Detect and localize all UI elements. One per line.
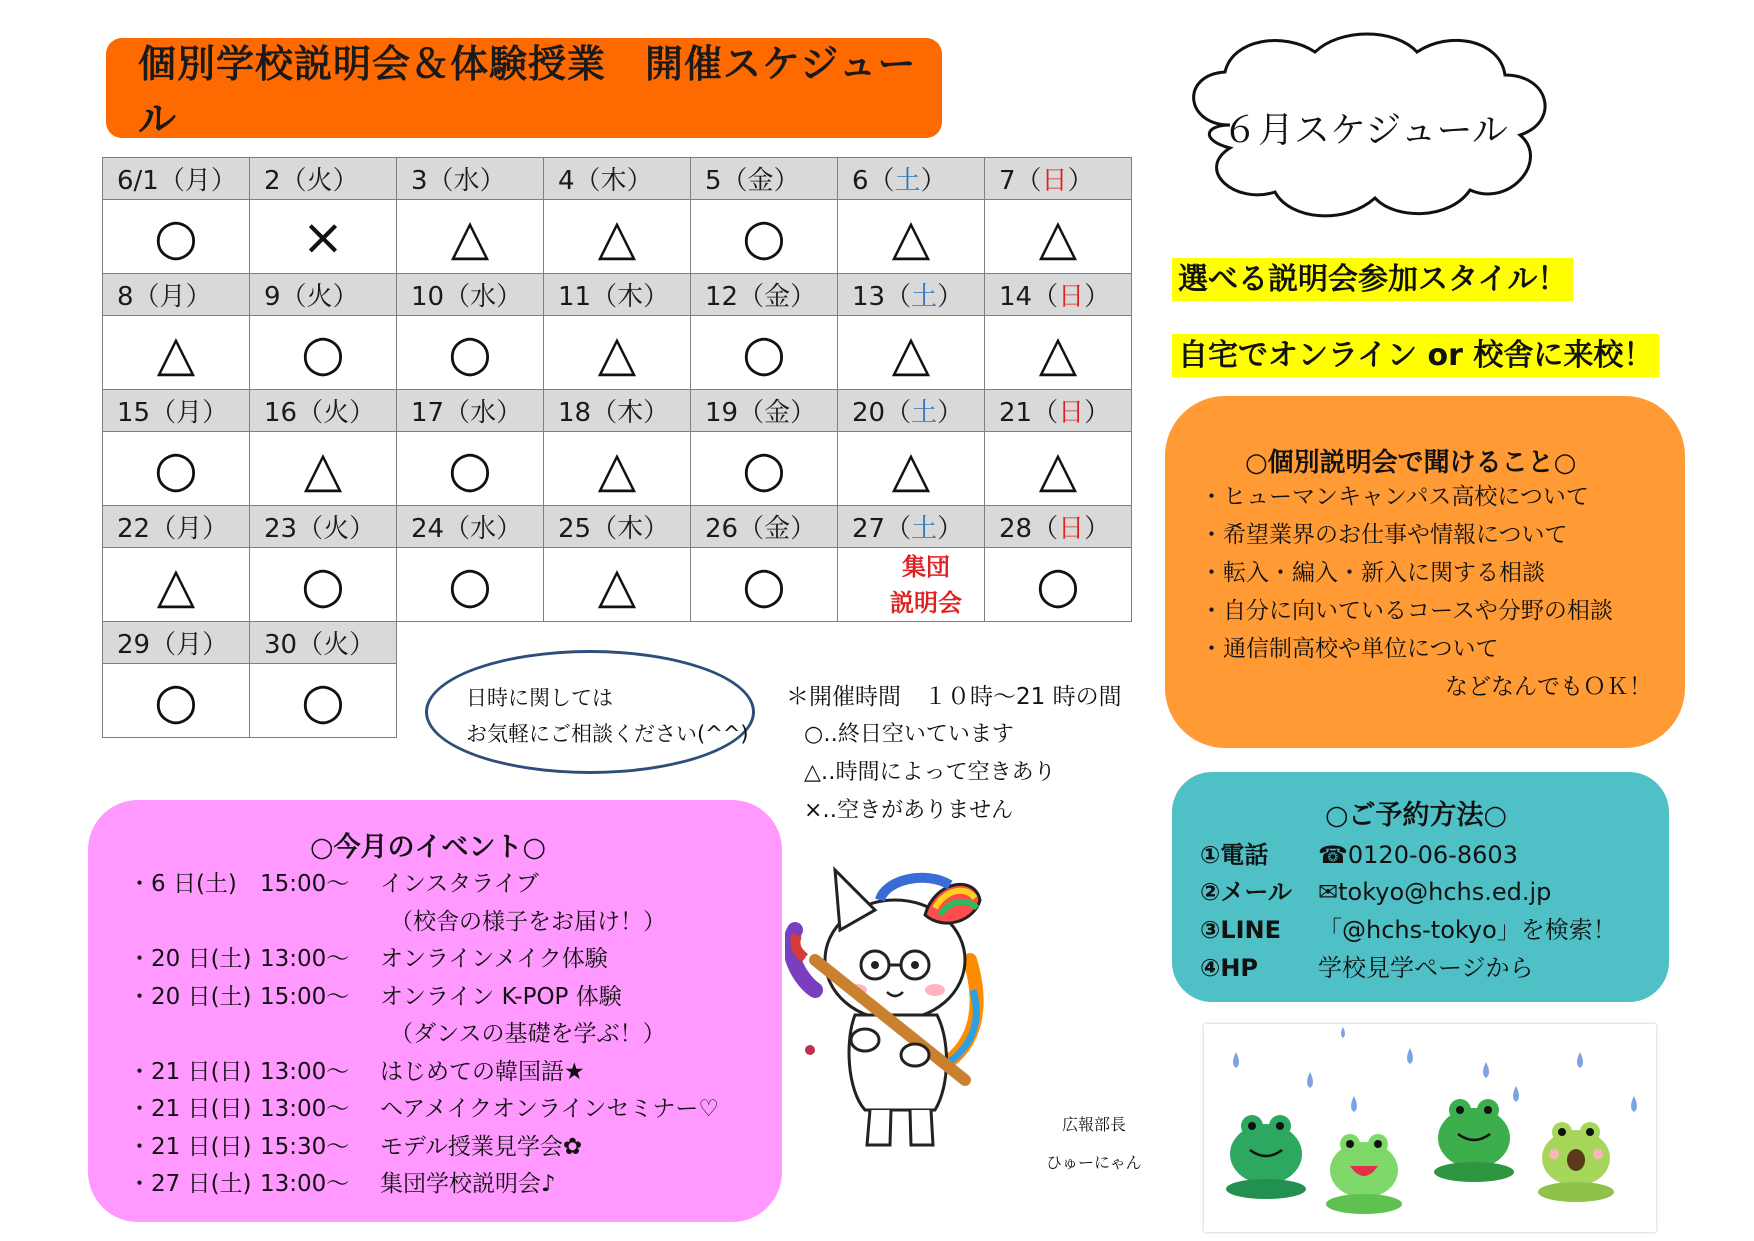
event-item: （ダンスの基礎を学ぶ！） bbox=[390, 1021, 666, 1047]
mascot-role: 広報部長 bbox=[1062, 1115, 1127, 1134]
reservation-hp: ④HP 学校見学ページから bbox=[1200, 954, 1534, 982]
individual-info-list bbox=[1200, 478, 1613, 668]
day-header: 7（日） bbox=[985, 158, 1132, 200]
legend-available: ○‥終日空いています bbox=[804, 722, 1014, 747]
availability-mark: △ bbox=[838, 200, 985, 274]
reservation-phone: ①電話 ☎0120-06-8603 bbox=[1200, 841, 1518, 869]
day-header: 17（水） bbox=[397, 390, 544, 432]
week-header-row bbox=[103, 390, 1132, 432]
mascot-cat-illustration bbox=[785, 840, 1045, 1160]
availability-mark: △ bbox=[397, 200, 544, 274]
day-header: 29（月） bbox=[103, 622, 250, 664]
availability-mark: ○ bbox=[397, 316, 544, 390]
title-banner bbox=[106, 38, 942, 141]
day-header: 19（金） bbox=[691, 390, 838, 432]
line-id: 「@hchs-tokyo」を検索！ bbox=[1318, 916, 1617, 944]
day-header: 23（火） bbox=[250, 506, 397, 548]
day-header: 3（水） bbox=[397, 158, 544, 200]
availability-mark: × bbox=[250, 200, 397, 274]
event-item: ・21 日(日) 13:00～ はじめての韓国語★ bbox=[128, 1058, 585, 1085]
month-label: ６月スケジュール bbox=[1222, 110, 1508, 151]
reservation-line: ③LINE 「@hchs-tokyo」を検索！ bbox=[1200, 916, 1617, 944]
availability-mark: △ bbox=[985, 432, 1132, 506]
frog-3 bbox=[1434, 1099, 1514, 1182]
availability-mark: ○ bbox=[397, 548, 544, 622]
availability-mark: ○ bbox=[103, 432, 250, 506]
event-item: ・21 日(日) 13:00～ ヘアメイクオンラインセミナー♡ bbox=[128, 1096, 719, 1122]
day-header: 20（土） bbox=[838, 390, 985, 432]
availability-mark: △ bbox=[544, 200, 691, 274]
availability-mark: △ bbox=[838, 432, 985, 506]
day-header: 28（日） bbox=[985, 506, 1132, 548]
events-list bbox=[128, 866, 719, 1204]
week-header-row bbox=[103, 274, 1132, 316]
day-header: 30（火） bbox=[250, 622, 397, 664]
group-event-cell: 集団 説明会 bbox=[838, 548, 985, 622]
day-header: 27（土） bbox=[838, 506, 985, 548]
phone-number[interactable]: ☎0120-06-8603 bbox=[1318, 841, 1518, 869]
availability-mark: ○ bbox=[250, 664, 397, 738]
event-item: （校舎の様子をお届け！） bbox=[390, 908, 666, 935]
list-item: ・希望業界のお仕事や情報について bbox=[1200, 522, 1568, 548]
event-item: ・20 日(土) 13:00～ オンラインメイク体験 bbox=[128, 946, 608, 972]
day-header: 21（日） bbox=[985, 390, 1132, 432]
frog-4 bbox=[1538, 1122, 1614, 1202]
day-header: 14（日） bbox=[985, 274, 1132, 316]
availability-mark: △ bbox=[985, 200, 1132, 274]
frog-rain-illustration bbox=[1204, 1024, 1656, 1232]
individual-info-title: ○個別説明会で聞けること○ bbox=[1245, 448, 1577, 478]
day-header: 25（木） bbox=[544, 506, 691, 548]
day-header: 8（月） bbox=[103, 274, 250, 316]
legend-full: ×‥空きがありません bbox=[804, 798, 1014, 823]
event-item: ・21 日(日) 15:30～ モデル授業見学会✿ bbox=[128, 1133, 583, 1160]
mascot-caption bbox=[1046, 1106, 1142, 1182]
week-mark-row bbox=[103, 200, 1132, 274]
events-title: ○今月のイベント○ bbox=[310, 832, 547, 863]
frog-1 bbox=[1226, 1115, 1306, 1199]
day-header: 2（火） bbox=[250, 158, 397, 200]
availability-mark: △ bbox=[544, 432, 691, 506]
week-header-row bbox=[103, 158, 1132, 200]
day-header: 11（木） bbox=[544, 274, 691, 316]
week-mark-row bbox=[103, 316, 1132, 390]
hours-legend bbox=[786, 678, 1122, 830]
hp-link[interactable]: 学校見学ページから bbox=[1318, 954, 1534, 982]
event-item: ・6 日(土) 15:00～ インスタライブ bbox=[128, 871, 539, 897]
day-header: 10（水） bbox=[397, 274, 544, 316]
availability-mark: △ bbox=[103, 316, 250, 390]
day-header: 15（月） bbox=[103, 390, 250, 432]
reservation-email: ②メール ✉tokyo@hchs.ed.jp bbox=[1200, 878, 1552, 906]
day-header: 6/1（月） bbox=[103, 158, 250, 200]
list-item: ・自分に向いているコースや分野の相談 bbox=[1200, 598, 1613, 624]
day-header: 16（火） bbox=[250, 390, 397, 432]
availability-mark: △ bbox=[544, 316, 691, 390]
day-header: 5（金） bbox=[691, 158, 838, 200]
availability-mark: ○ bbox=[691, 432, 838, 506]
day-header: 6（土） bbox=[838, 158, 985, 200]
day-header: 13（土） bbox=[838, 274, 985, 316]
week-mark-row bbox=[103, 432, 1132, 506]
mascot-name: ひゅーにゃん bbox=[1046, 1153, 1142, 1172]
availability-mark: △ bbox=[985, 316, 1132, 390]
day-header: 9（火） bbox=[250, 274, 397, 316]
highlight-online: 自宅でオンライン or 校舎に来校！ bbox=[1172, 330, 1659, 374]
availability-mark: ○ bbox=[250, 548, 397, 622]
day-header: 24（水） bbox=[397, 506, 544, 548]
week-mark-row bbox=[103, 548, 1132, 622]
event-item: ・27 日(土) 13:00～ 集団学校説明会♪ bbox=[128, 1171, 556, 1197]
list-item: ・転入・編入・新入に関する相談 bbox=[1200, 560, 1545, 586]
legend-partial: △‥時間によって空きあり bbox=[804, 760, 1056, 785]
reservation-title: ○ご予約方法○ bbox=[1325, 800, 1508, 831]
day-header: 22（月） bbox=[103, 506, 250, 548]
availability-mark: △ bbox=[103, 548, 250, 622]
list-item: ・ヒューマンキャンパス高校について bbox=[1200, 484, 1589, 510]
availability-mark: ○ bbox=[691, 316, 838, 390]
day-header: 12（金） bbox=[691, 274, 838, 316]
hours-title: ＊開催時間 １０時～21 時の間 bbox=[786, 684, 1122, 710]
consult-note: 日時に関しては お気軽にご相談ください(^^) bbox=[466, 686, 749, 746]
day-header: 26（金） bbox=[691, 506, 838, 548]
page-title: 個別学校説明会＆体験授業 開催スケジュール bbox=[138, 42, 917, 141]
availability-mark: △ bbox=[544, 548, 691, 622]
individual-info-closing: などなんでもＯＫ！ bbox=[1445, 674, 1652, 700]
list-item: ・通信制高校や単位について bbox=[1200, 636, 1499, 662]
availability-mark: ○ bbox=[397, 432, 544, 506]
availability-mark: ○ bbox=[985, 548, 1132, 622]
highlight-style: 選べる説明会参加スタイル！ bbox=[1172, 254, 1573, 298]
event-item: ・20 日(土) 15:00～ オンライン K-POP 体験 bbox=[128, 983, 622, 1010]
availability-mark: △ bbox=[250, 432, 397, 506]
availability-mark: ○ bbox=[250, 316, 397, 390]
week-header-row bbox=[103, 506, 1132, 548]
day-header: 18（木） bbox=[544, 390, 691, 432]
day-header: 4（木） bbox=[544, 158, 691, 200]
availability-mark: ○ bbox=[691, 548, 838, 622]
availability-mark: ○ bbox=[103, 664, 250, 738]
availability-mark: ○ bbox=[103, 200, 250, 274]
availability-mark: ○ bbox=[691, 200, 838, 274]
email-address[interactable]: ✉tokyo@hchs.ed.jp bbox=[1318, 878, 1552, 906]
frog-2 bbox=[1326, 1134, 1402, 1214]
availability-mark: △ bbox=[838, 316, 985, 390]
